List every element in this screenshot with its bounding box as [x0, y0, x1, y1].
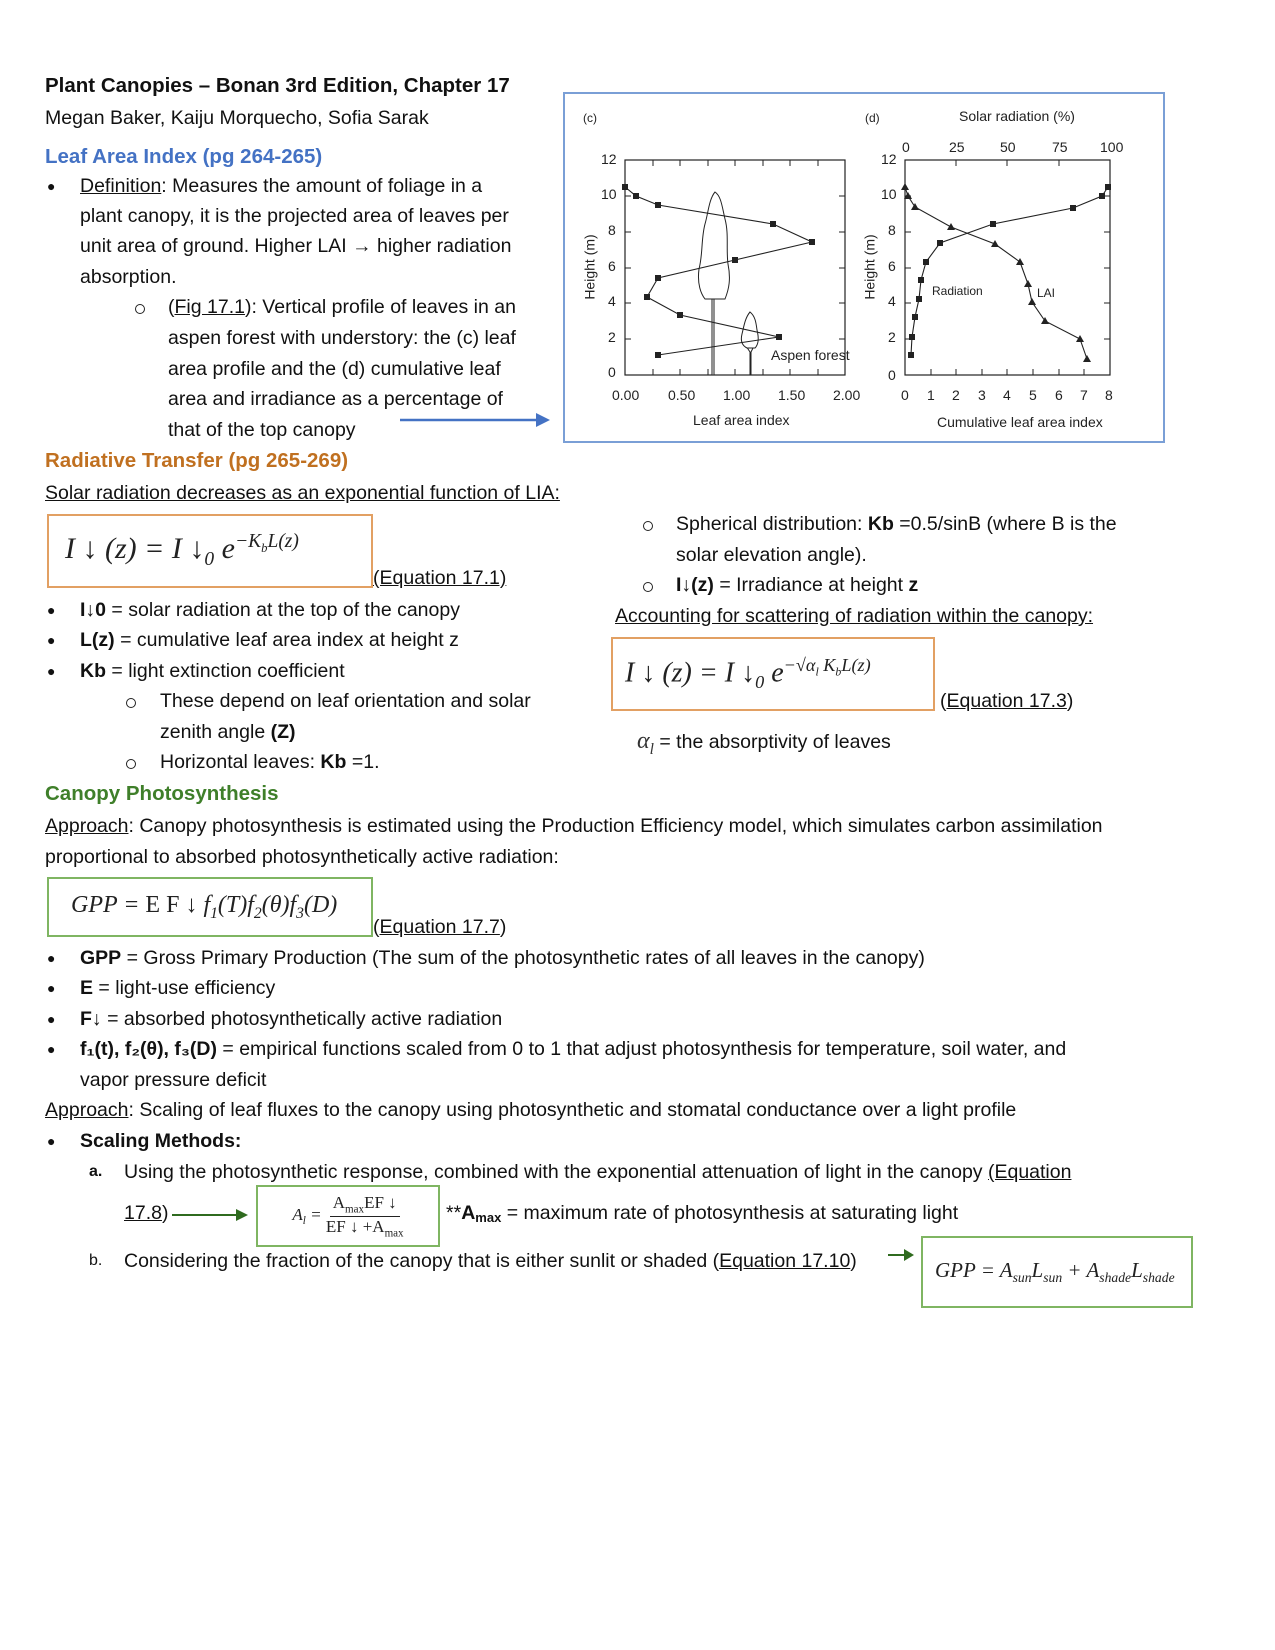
amax-note: **Amax = maximum rate of photosynthesis at saturating light [446, 1202, 959, 1225]
x-tick: 4 [1003, 387, 1011, 403]
section-heading-canopy-photosynthesis: Canopy Photosynthesis [45, 782, 279, 805]
radiation-annotation: Radiation [932, 284, 983, 298]
bullet-e: E = light-use efficiency [80, 977, 276, 999]
equation-17-8-box [256, 1185, 440, 1247]
equation-17-7-box [47, 877, 373, 937]
x-tick: 0.00 [612, 387, 640, 403]
y-tick: 8 [888, 222, 896, 238]
approach-1-line-1: Approach: Canopy photosynthesis is estimated using the Production Efficiency model, which simulates carbon assimilation [45, 815, 1103, 837]
x-tick: 1.00 [723, 387, 751, 403]
bullet-icon: ● [47, 1011, 56, 1027]
bullet-icon: ● [47, 1133, 56, 1149]
equation-17-8: $A_l$ = $\frac{A_{max}EF ↓}{EF ↓ +A_{max}}$ [292, 1193, 404, 1239]
method-a-text: Using the photosynthetic response, combined with the exponential attenuation of light in the canopy (Equation [124, 1161, 1072, 1183]
equation-17-1: I ↓ (z) = I $↓_0$ $e^{-K_bL(z)}$ [65, 531, 299, 570]
arrow-right-icon [886, 1246, 916, 1264]
y-tick: 4 [888, 293, 896, 309]
y-tick: 2 [888, 329, 896, 345]
equation-17-1-link[interactable]: (Equation 17.1) [373, 567, 507, 589]
x-axis-label: Cumulative leaf area index [937, 414, 1103, 430]
lai-annotation: LAI [1037, 286, 1056, 300]
radiation-intro: Solar radiation decreases as an exponential function of LIA: [45, 482, 560, 504]
sub-bullet-icon [126, 698, 136, 708]
x-tick: 7 [1080, 387, 1088, 403]
panel-c-label: (c) [583, 111, 597, 125]
fig-17-1-link[interactable]: Fig 17.1 [174, 296, 245, 318]
bullet-icon: ● [47, 980, 56, 996]
alpha-symbol-icon: $\alpha_l$ [637, 728, 654, 758]
section-heading-radiative-transfer: Radiative Transfer (pg 265-269) [45, 449, 349, 472]
sub-bullet-irradiance: I↓(z) = Irradiance at height z [676, 574, 919, 596]
equation-17-1-box [47, 514, 373, 588]
aspen-forest-annotation: Aspen forest [771, 347, 850, 363]
method-a-ref: 17.8) [124, 1202, 169, 1224]
equation-17-3: I ↓ (z) = I $↓_0$ $e^{-√\alpha_l K_bL(z)}$ [625, 655, 871, 692]
x-tick: 0 [901, 387, 909, 403]
bullet-icon: ● [47, 1041, 56, 1057]
document-title: Plant Canopies – Bonan 3rd Edition, Chapter 17 [45, 74, 510, 97]
x-tick: 2 [952, 387, 960, 403]
y-tick: 0 [608, 364, 616, 380]
x-tick: 1.50 [778, 387, 806, 403]
bullet-icon: ● [47, 632, 56, 648]
x-tick: 6 [1055, 387, 1063, 403]
x-tick: 5 [1029, 387, 1037, 403]
sub-bullet-spherical: Spherical distribution: Kb =0.5/sinB (where B is the [676, 513, 1117, 535]
x-tick: 1 [927, 387, 935, 403]
scattering-intro: Accounting for scattering of radiation within the canopy: [615, 605, 1094, 627]
bullet-lz: L(z) = cumulative leaf area index at height z [80, 629, 459, 651]
equation-17-7: GPP = E F ↓ $f_1(T)f_2(\theta)f_3(D)$ [71, 891, 338, 922]
fig-ref-line-1: (Fig 17.1): Vertical profile of leaves in an [168, 296, 516, 318]
fig-ref-line-2: aspen forest with understory: the (c) leaf [168, 327, 516, 349]
equation-17-7-link[interactable]: Equation 17.7 [379, 916, 500, 938]
sub-bullet-icon [126, 759, 136, 769]
equation-17-8-link[interactable]: (Equation [987, 1161, 1072, 1183]
bullet-f: F↓ = absorbed photosynthetically active radiation [80, 1008, 503, 1030]
list-marker-a: a. [89, 1163, 103, 1180]
section-heading-lai: Leaf Area Index (pg 264-265) [45, 145, 323, 168]
top-x-tick: 0 [902, 139, 910, 155]
equation-17-10: GPP = $A_{sun}L_{sun} + A_{shade}L_{shade}$ [935, 1257, 1175, 1286]
sub-bullet-horizontal: Horizontal leaves: Kb =1. [160, 751, 380, 773]
y-tick: 12 [881, 151, 897, 167]
sub-bullet-orientation-2: zenith angle (Z) [160, 721, 296, 743]
alpha-definition: $\alpha_l$ = the absorptivity of leaves [637, 728, 891, 758]
bullet-gpp: GPP = Gross Primary Production (The sum of the photosynthetic rates of all leaves in the canopy) [80, 947, 925, 969]
equation-17-3-link[interactable]: Equation 17.3 [946, 690, 1067, 712]
top-axis-label: Solar radiation (%) [959, 108, 1075, 124]
x-tick: 8 [1105, 387, 1113, 403]
fig-ref-line-4: area and irradiance as a percentage of [168, 388, 503, 410]
bullet-icon: ● [47, 178, 56, 194]
y-tick: 6 [888, 258, 896, 274]
y-axis-label: Height (m) [581, 234, 598, 300]
bullet-i0: I↓0 = solar radiation at the top of the canopy [80, 599, 460, 621]
y-axis-label: Height (m) [861, 234, 878, 300]
top-x-tick: 75 [1052, 139, 1068, 155]
y-tick: 12 [601, 151, 617, 167]
definition-line-1: Definition: Measures the amount of foliage in a [80, 175, 483, 197]
y-tick: 10 [601, 186, 617, 202]
fig-ref-line-3: area profile and the (d) cumulative leaf [168, 358, 501, 380]
arrow-right-icon [398, 410, 553, 430]
scaling-methods-label: Scaling Methods: [80, 1130, 242, 1152]
definition-label: Definition [80, 175, 162, 197]
figure-17-1 [563, 92, 1165, 443]
equation-17-3-box [611, 637, 935, 711]
x-tick: 2.00 [833, 387, 861, 403]
y-tick: 6 [608, 258, 616, 274]
y-tick: 10 [881, 186, 897, 202]
equation-17-10-box [921, 1236, 1193, 1308]
sub-bullet-icon [643, 582, 653, 592]
sub-bullet-orientation: These depend on leaf orientation and solar [160, 690, 531, 712]
authors: Megan Baker, Kaiju Morquecho, Sofia Sarak [45, 107, 429, 129]
approach-1-line-2: proportional to absorbed photosynthetically active radiation: [45, 846, 559, 868]
definition-line-2: plant canopy, it is the projected area of leaves per [80, 205, 509, 227]
y-tick: 2 [608, 329, 616, 345]
bullet-functions: f₁(t), f₂(θ), f₃(D) = empirical functions scaled from 0 to 1 that adjust photosynthesis for temperature, soil water, and [80, 1038, 1067, 1060]
top-x-tick: 25 [949, 139, 965, 155]
equation-17-3-ref: (Equation 17.3) [940, 690, 1074, 712]
arrow-right-icon [170, 1206, 250, 1224]
list-marker-b: b. [89, 1252, 103, 1269]
sub-bullet-spherical-2: solar elevation angle). [676, 544, 867, 566]
method-b-text: Considering the fraction of the canopy that is either sunlit or shaded (Equation 17.10) [124, 1250, 857, 1272]
x-tick: 0.50 [668, 387, 696, 403]
panel-d-label: (d) [865, 111, 880, 125]
sub-bullet-icon [135, 304, 145, 314]
equation-17-7-ref: (Equation 17.7) [373, 916, 507, 938]
y-tick: 4 [608, 293, 616, 309]
x-tick: 3 [978, 387, 986, 403]
bullet-functions-2: vapor pressure deficit [80, 1069, 267, 1091]
bullet-icon: ● [47, 602, 56, 618]
equation-17-10-link[interactable]: Equation 17.10 [719, 1250, 851, 1272]
y-tick: 0 [888, 367, 896, 383]
x-axis-label: Leaf area index [693, 412, 790, 428]
definition-line-4: absorption. [80, 266, 177, 288]
sub-bullet-icon [643, 521, 653, 531]
bullet-icon: ● [47, 950, 56, 966]
approach-2: Approach: Scaling of leaf fluxes to the canopy using photosynthetic and stomatal conductance over a light profile [45, 1099, 1017, 1121]
bullet-kb: Kb = light extinction coefficient [80, 660, 345, 682]
bullet-icon: ● [47, 663, 56, 679]
y-tick: 8 [608, 222, 616, 238]
top-x-tick: 100 [1100, 139, 1124, 155]
definition-line-3: unit area of ground. Higher LAI → higher radiation [80, 235, 512, 257]
top-x-tick: 50 [1000, 139, 1016, 155]
fig-ref-line-5: that of the top canopy [168, 419, 356, 441]
